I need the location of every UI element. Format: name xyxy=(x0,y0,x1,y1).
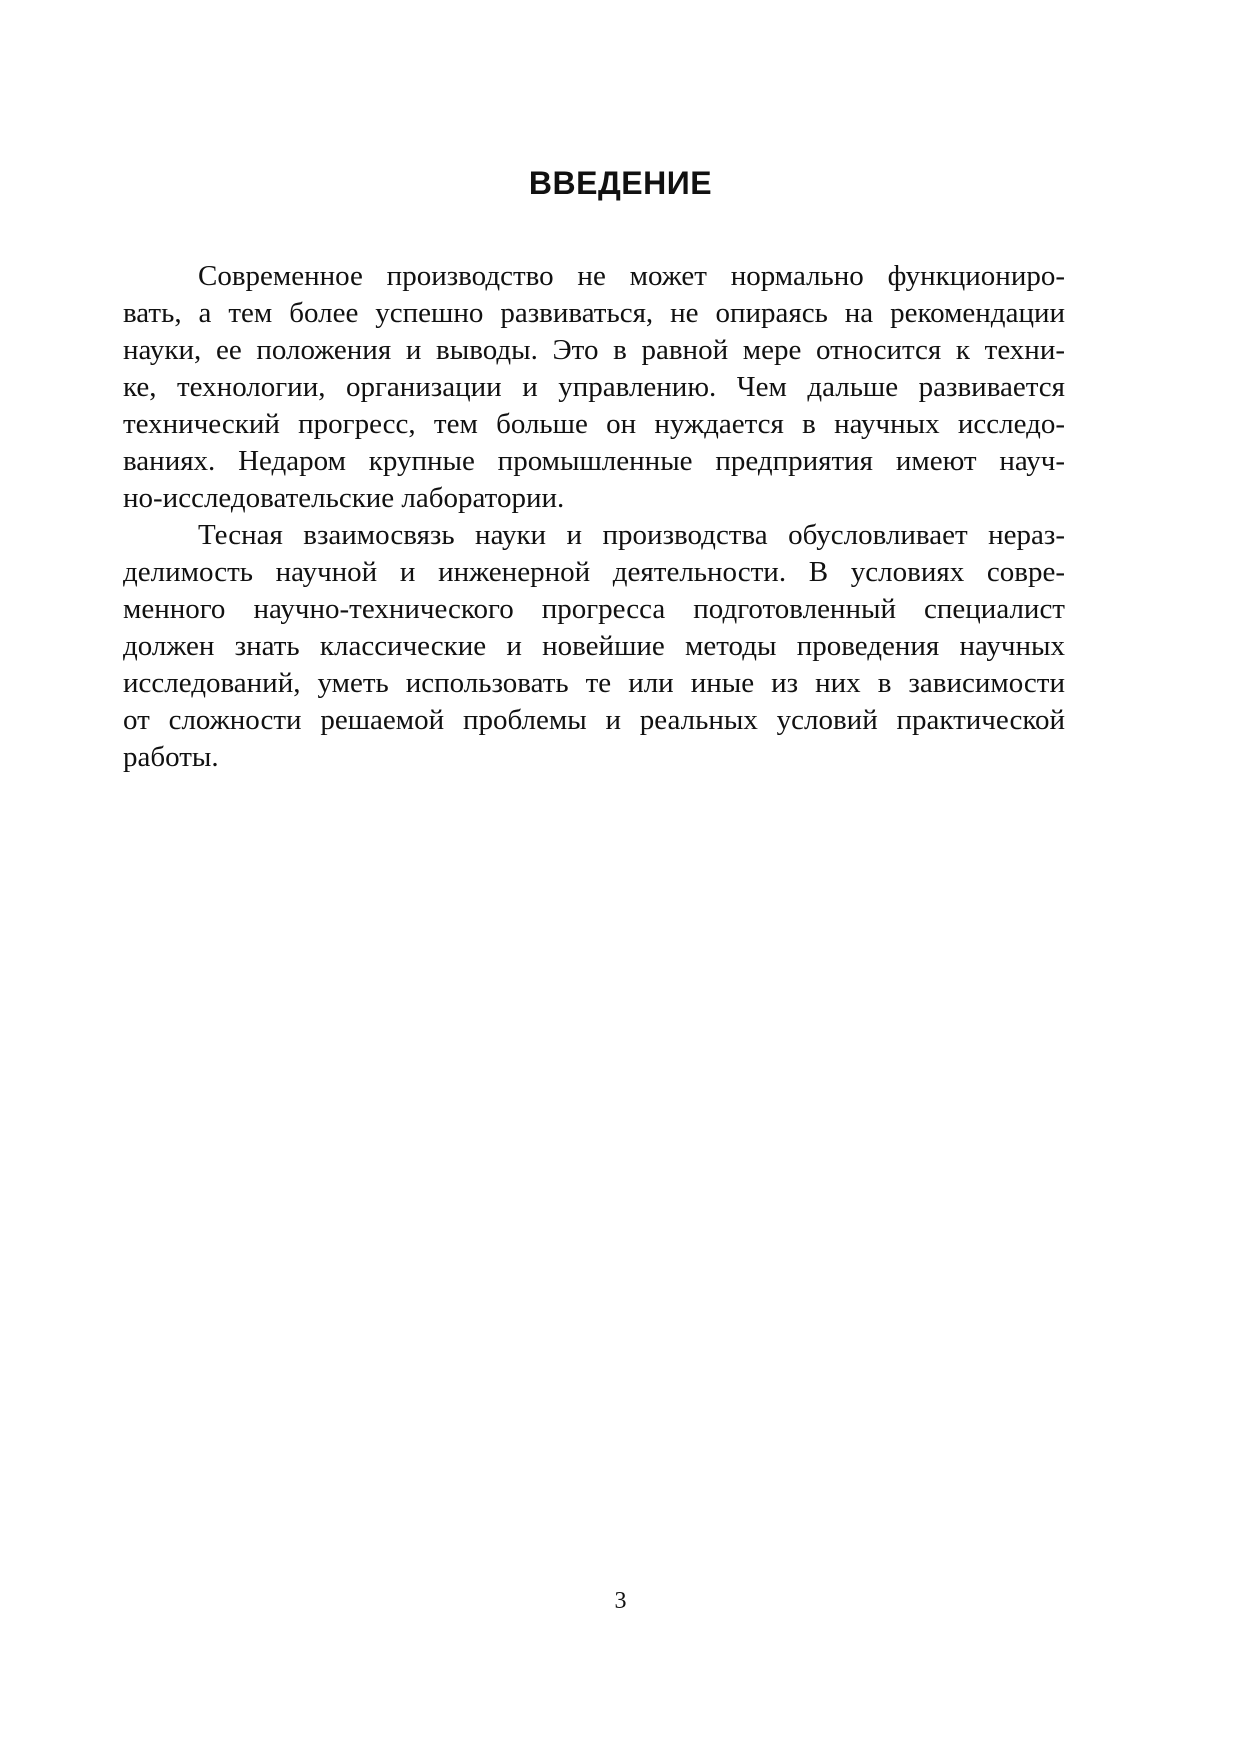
paragraph-1 xyxy=(123,258,1065,517)
paragraph-line: Современное производство не может нормально функциониро- xyxy=(198,260,1065,292)
page-title: ВВЕДЕНИЕ xyxy=(528,165,713,201)
body-text xyxy=(123,258,1065,776)
paragraph-line: технический прогресс, тем больше он нуждается в научных исследо- xyxy=(123,408,1065,440)
paragraph-line: Тесная взаимосвязь науки и производства обусловливает нераз- xyxy=(198,519,1065,551)
paragraph-line: исследований, уметь использовать те или иные из них в зависимости xyxy=(123,667,1065,699)
page-number: 3 xyxy=(614,1588,627,1614)
paragraph-2 xyxy=(123,517,1065,776)
paragraph-line: должен знать классические и новейшие методы проведения научных xyxy=(123,630,1065,662)
paragraph-line: ваниях. Недаром крупные промышленные предприятия имеют науч- xyxy=(123,445,1065,477)
paragraph-line: науки, ее положения и выводы. Это в равной мере относится к техни- xyxy=(123,334,1065,366)
paragraph-line: ке, технологии, организации и управлению. Чем дальше развивается xyxy=(123,371,1065,403)
paragraph-line: делимость научной и инженерной деятельности. В условиях совре- xyxy=(123,556,1065,588)
paragraph-line: работы. xyxy=(123,741,219,773)
paragraph-line: вать, а тем более успешно развиваться, не опираясь на рекомендации xyxy=(123,297,1065,329)
paragraph-line: от сложности решаемой проблемы и реальных условий практической xyxy=(123,704,1065,736)
paragraph-line: менного научно-технического прогресса подготовленный специалист xyxy=(123,593,1065,625)
paragraph-line: но-исследовательские лаборатории. xyxy=(123,482,565,514)
